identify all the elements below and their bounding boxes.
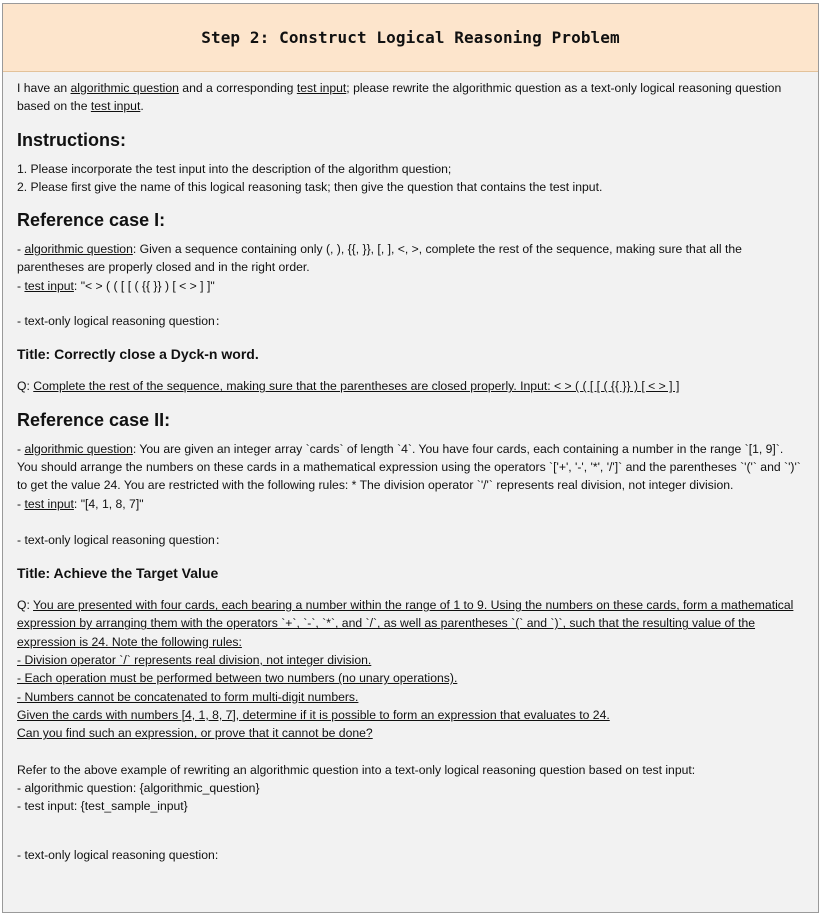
page-title: Step 2: Construct Logical Reasoning Problem: [201, 28, 620, 47]
case2-aq-line-3: to get the value 24. You are restricted with the following rules: * The division operator `'/'` represents real division, not integer division.: [17, 478, 734, 493]
case2-heading: Reference case II:: [17, 409, 171, 430]
case1-heading: Reference case I:: [17, 210, 166, 231]
case2-question-line: - Each operation must be performed between two numbers (no unary operations).: [17, 671, 458, 686]
case1-aq-line-2: parentheses are properly closed and in the right order.: [17, 260, 310, 275]
closing-line-4: - text-only logical reasoning question:: [17, 848, 219, 863]
intro-line-1: I have an algorithmic question and a corresponding test input; please rewrite the algorithmic question as a text-only logical reasoning question: [17, 81, 782, 95]
header-banner: [3, 4, 818, 72]
case2-title: Title: Achieve the Target Value: [17, 565, 219, 582]
case1-tolr-label: - text-only logical reasoning question：: [17, 314, 228, 329]
case2-aq-line-2: You should arrange the numbers on these cards in a mathematical expression using the operators `['+', '-', '*', '/']` and the parentheses `'('` and `')'`: [17, 459, 801, 474]
prompt-body: [17, 77, 804, 865]
closing-line-3: - test input: {test_sample_input}: [17, 799, 188, 814]
instruction-item: 2. Please first give the name of this logical reasoning task; then give the question that contains the test input.: [17, 179, 603, 194]
prompt-card: [2, 3, 819, 913]
intro-line-2: based on the test input.: [17, 99, 144, 114]
case2-question-line: Can you find such an expression, or prove that it cannot be done?: [17, 726, 373, 741]
term-test-input: test input: [90, 99, 141, 114]
case1-title: Title: Correctly close a Dyck-n word.: [17, 346, 259, 363]
closing-line-2: - algorithmic question: {algorithmic_question}: [17, 780, 260, 795]
case1-aq-line-1: - algorithmic question: Given a sequence containing only (, ), {{, }}, [, ], <, >, complete the rest of the sequence, making sure that all the: [17, 242, 742, 257]
case2-question-line: expression is 24. Note the following rules:: [17, 634, 242, 649]
case2-aq-line-1: - algorithmic question: You are given an integer array `cards` of length `4`. You have four cards, each containing a number in the range `[1, 9]`.: [17, 441, 784, 456]
closing-line-1: Refer to the above example of rewriting an algorithmic question into a text-only logical reasoning question based on test input:: [17, 762, 696, 777]
instruction-item: 1. Please incorporate the test input into the description of the algorithm question;: [17, 161, 452, 176]
case2-question-line: - Numbers cannot be concatenated to form multi-digit numbers.: [17, 689, 359, 704]
case2-question-line: - Division operator `/` represents real division, not integer division.: [17, 653, 372, 668]
case2-question-line: expression by arranging them with the operators `+`, `-`, `*`, and `/`, as well as parentheses `(` and `)`, such that the resulting value of the: [17, 616, 756, 631]
instructions-heading: Instructions:: [17, 129, 127, 150]
term-algorithmic-question: algorithmic question: [70, 81, 179, 95]
term-test-input: test input: [296, 81, 347, 95]
case2-tolr-label: - text-only logical reasoning question：: [17, 532, 228, 547]
case1-test-input: - test input: "< > ( ( [ [ ( {{ }} ) [ < > ] ]": [17, 278, 215, 293]
case2-question-line: Given the cards with numbers [4, 1, 8, 7], determine if it is possible to form an expression that evaluates to 24.: [17, 707, 610, 722]
case2-question-line: Q: You are presented with four cards, each bearing a number within the range of 1 to 9. Using the numbers on these cards, form a mathematical: [17, 598, 794, 613]
case1-question: Q: Complete the rest of the sequence, making sure that the parentheses are closed properly. Input: < > ( ( [ [ ( {{ }} ) [ < > ] ]: [17, 379, 680, 394]
case2-test-input: - test input: "[4, 1, 8, 7]": [17, 496, 144, 511]
